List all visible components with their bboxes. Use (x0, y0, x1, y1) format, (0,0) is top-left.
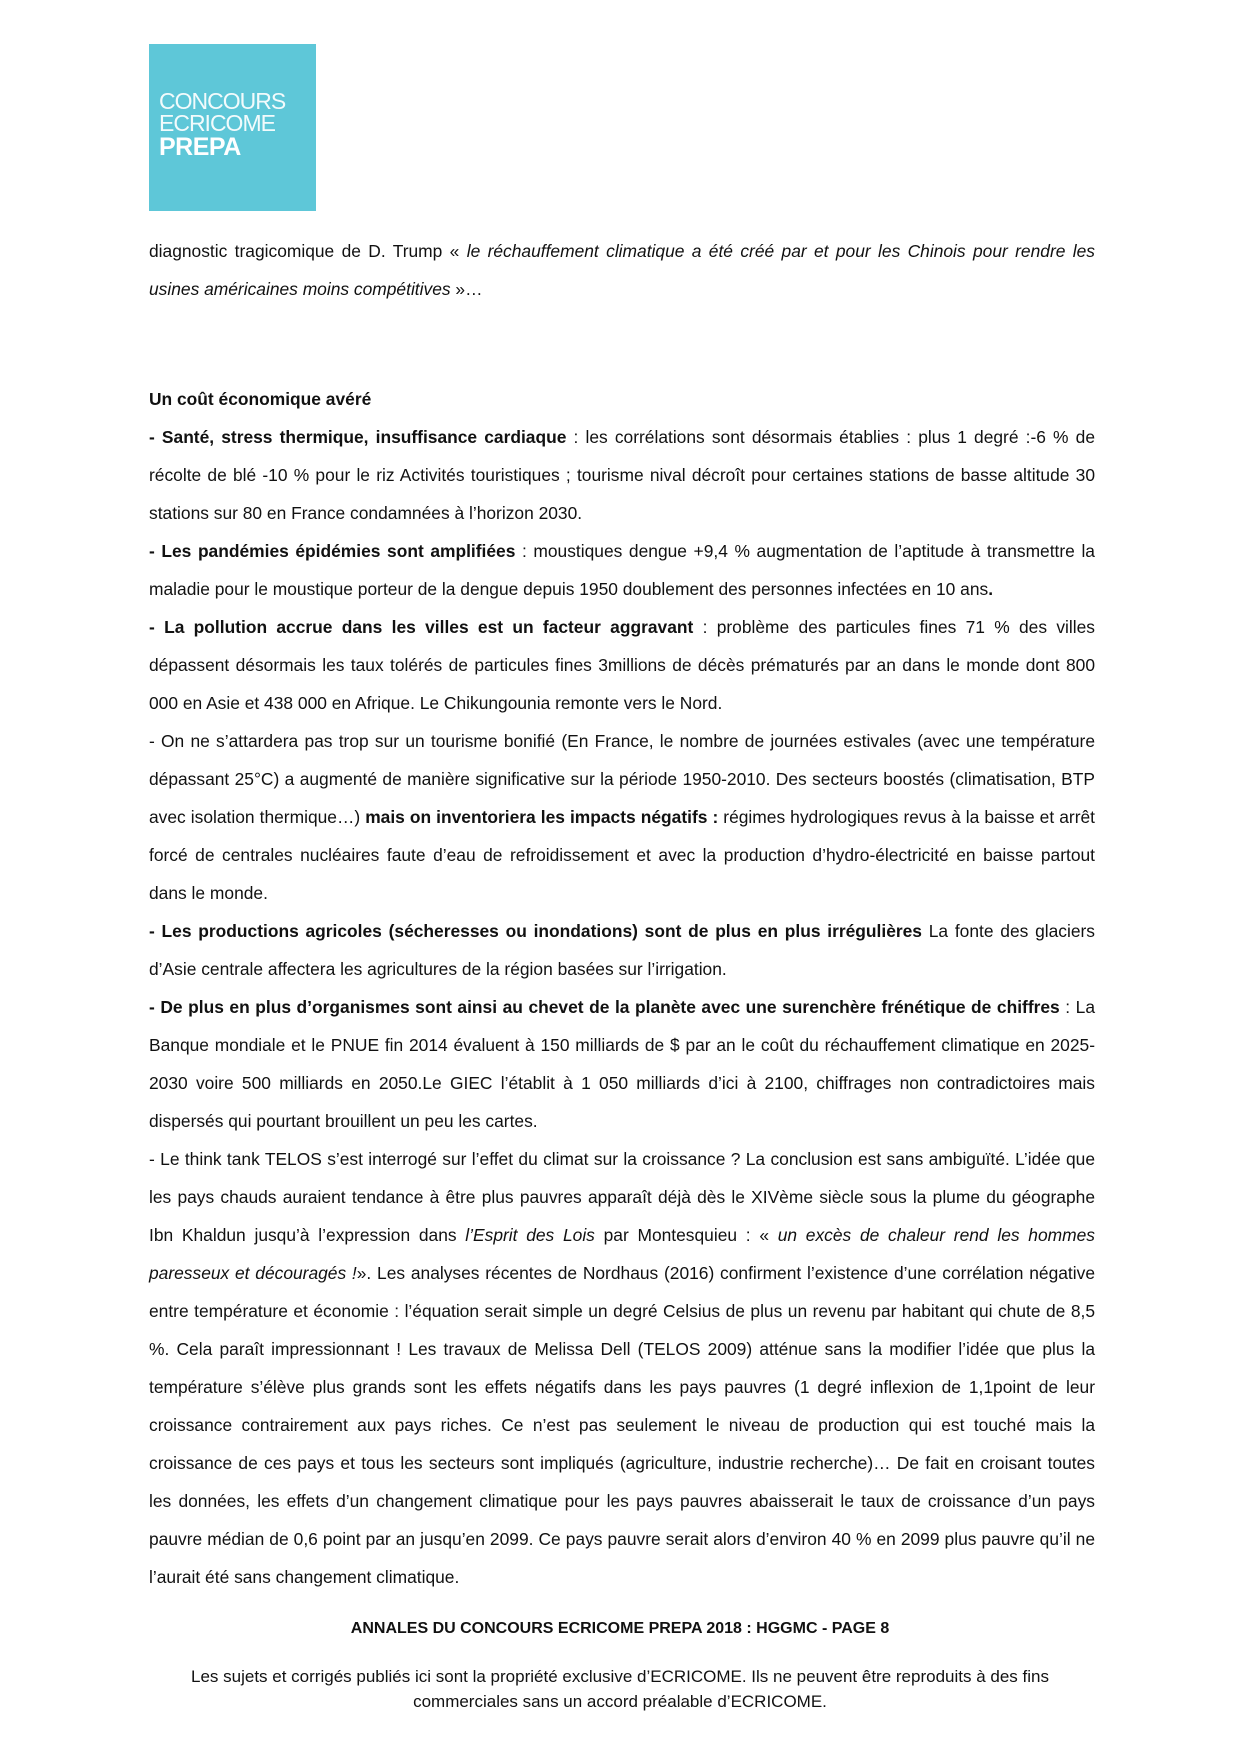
paragraph-agriculture (149, 912, 1095, 988)
paragraph-telos-text-2: par Montesquieu : « (594, 1225, 778, 1245)
esprit-des-lois-title: l’Esprit des Lois (465, 1225, 595, 1245)
paragraph-organisms-text: : La Banque mondiale et le PNUE fin 2014 évaluent à 150 milliards de $ par an le coût du réchauffement climatique en 2025-2030 voire 500 milliards en 2050.Le GIEC l’établit à 1 050 milliards d’ici à 2100, chiffrages non contradictoires mais dispersés qui pourtant brouillent un peu les cartes. (149, 997, 1096, 1131)
paragraph-agriculture-lead: - Les productions agricoles (sécheresses ou inondations) sont de plus en plus irrégulières (149, 921, 922, 941)
paragraph-telos (149, 1140, 1095, 1596)
paragraph-tourism-bold: mais on inventoriera les impacts négatifs : (365, 807, 719, 827)
paragraph-pollution-text: : problème des particules fines 71 % des villes dépassent désormais les taux tolérés de particules fines 3millions de décès prématurés par an dans le monde dont 800 000 en Asie et 438 000 en Afrique. Le Chikungounia remonte vers le Nord. (149, 617, 1095, 713)
intro-paragraph (149, 232, 1095, 308)
paragraph-pandemics (149, 532, 1095, 608)
paragraph-pandemics-end: . (988, 579, 994, 599)
paragraph-organisms-lead: - De plus en plus d’organismes sont ainsi au chevet de la planète avec une surenchère frénétique de chiffres (149, 997, 1060, 1017)
paragraph-health-text: : les corrélations sont désormais établies : plus 1 degré :-6 % de récolte de blé -10 % pour le riz Activités touristiques ; tourisme nival décroît pour certaines stations de basse altitude 30 stations sur 80 en France condamnées à l’horizon 2030. (149, 427, 1095, 523)
paragraph-pandemics-text: : moustiques dengue +9,4 % augmentation de l’aptitude à transmettre la maladie pour le moustique porteur de la dengue depuis 1950 doublement des personnes infectées en 10 ans (149, 541, 1095, 599)
paragraph-telos-text-3: ». Les analyses récentes de Nordhaus (2016) confirment l’existence d’une corrélation négative entre température et économie : l’équation serait simple un degré Celsius de plus un revenu par habitant qui chute de 8,5 %. Cela paraît impressionnant ! Les travaux de Melissa Dell (TELOS 2009) atténue sans la modifier l’idée que plus la température s’élève plus grands sont les effets négatifs dans les pays pauvres (1 degré inflexion de 1,1point de leur croissance contrairement aux pays riches. Ce n’est pas seulement le niveau de production qui est touché mais la croissance de ces pays et tous les secteurs sont impliqués (agriculture, industrie recherche)… De fait en croisant toutes les données, les effets d’un changement climatique pour les pays pauvres abaisserait le taux de croissance d’un pays pauvre médian de 0,6 point par an jusqu’en 2099. Ce pays pauvre serait alors d’environ 40 % en 2099 plus pauvre qu’il ne l’aurait été sans changement climatique. (149, 1263, 1095, 1587)
logo-line-2: ECRICOME (159, 110, 275, 136)
document-body (149, 232, 1095, 1596)
paragraph-tourism-text-2: régimes hydrologiques revus à la baisse et arrêt forcé de centrales nucléaires faute d’eau de refroidissement et avec la production d’hydro-électricité en baisse partout dans le monde. (149, 807, 1095, 903)
paragraph-pollution-lead: - La pollution accrue dans les villes est un facteur aggravant (149, 617, 694, 637)
footer-copyright-note: Les sujets et corrigés publiés ici sont la propriété exclusive d’ECRICOME. Ils ne peuvent être reproduits à des fins commerciales sans un accord préalable d’ECRICOME. (191, 1667, 1049, 1711)
paragraph-pollution (149, 608, 1095, 722)
paragraph-tourism-text: - On ne s’attardera pas trop sur un tourisme bonifié (En France, le nombre de journées estivales (avec une température dépassant 25°C) a augmenté de manière significative sur la période 1950-2010. Des secteurs boostés (climatisation, BTP avec isolation thermique…) (149, 731, 1095, 827)
paragraph-tourism (149, 722, 1095, 912)
paragraph-telos-text: - Le think tank TELOS s’est interrogé sur l’effet du climat sur la croissance ? La conclusion est sans ambiguïté. L’idée que les pays chauds auraient tendance à être plus pauvres apparaît déjà dès le XIVème siècle sous la plume du géographe Ibn Khaldun jusqu’à l’expression dans (149, 1149, 1095, 1245)
logo-line-1: CONCOURS (159, 88, 286, 114)
intro-text-end: »… (450, 279, 483, 299)
paragraph-pandemics-lead: - Les pandémies épidémies sont amplifiées (149, 541, 516, 561)
intro-text: diagnostic tragicomique de D. Trump « (149, 241, 467, 261)
montesquieu-quote: un excès de chaleur rend les hommes paresseux et découragés ! (149, 1225, 1095, 1283)
paragraph-health (149, 418, 1095, 532)
logo-line-3: PREPA (159, 133, 241, 161)
paragraph-health-lead: - Santé, stress thermique, insuffisance cardiaque (149, 427, 567, 447)
paragraph-organisms (149, 988, 1095, 1140)
ecricome-logo (149, 44, 316, 211)
paragraph-agriculture-text: La fonte des glaciers d’Asie centrale affectera les agricultures de la région basées sur l’irrigation. (149, 921, 1095, 979)
trump-quote: le réchauffement climatique a été créé par et pour les Chinois pour rendre les usines américaines moins compétitives (149, 241, 1095, 299)
section-heading: Un coût économique avéré (149, 389, 372, 409)
footer-title: ANNALES DU CONCOURS ECRICOME PREPA 2018 : HGGMC - PAGE 8 (350, 1620, 890, 1637)
